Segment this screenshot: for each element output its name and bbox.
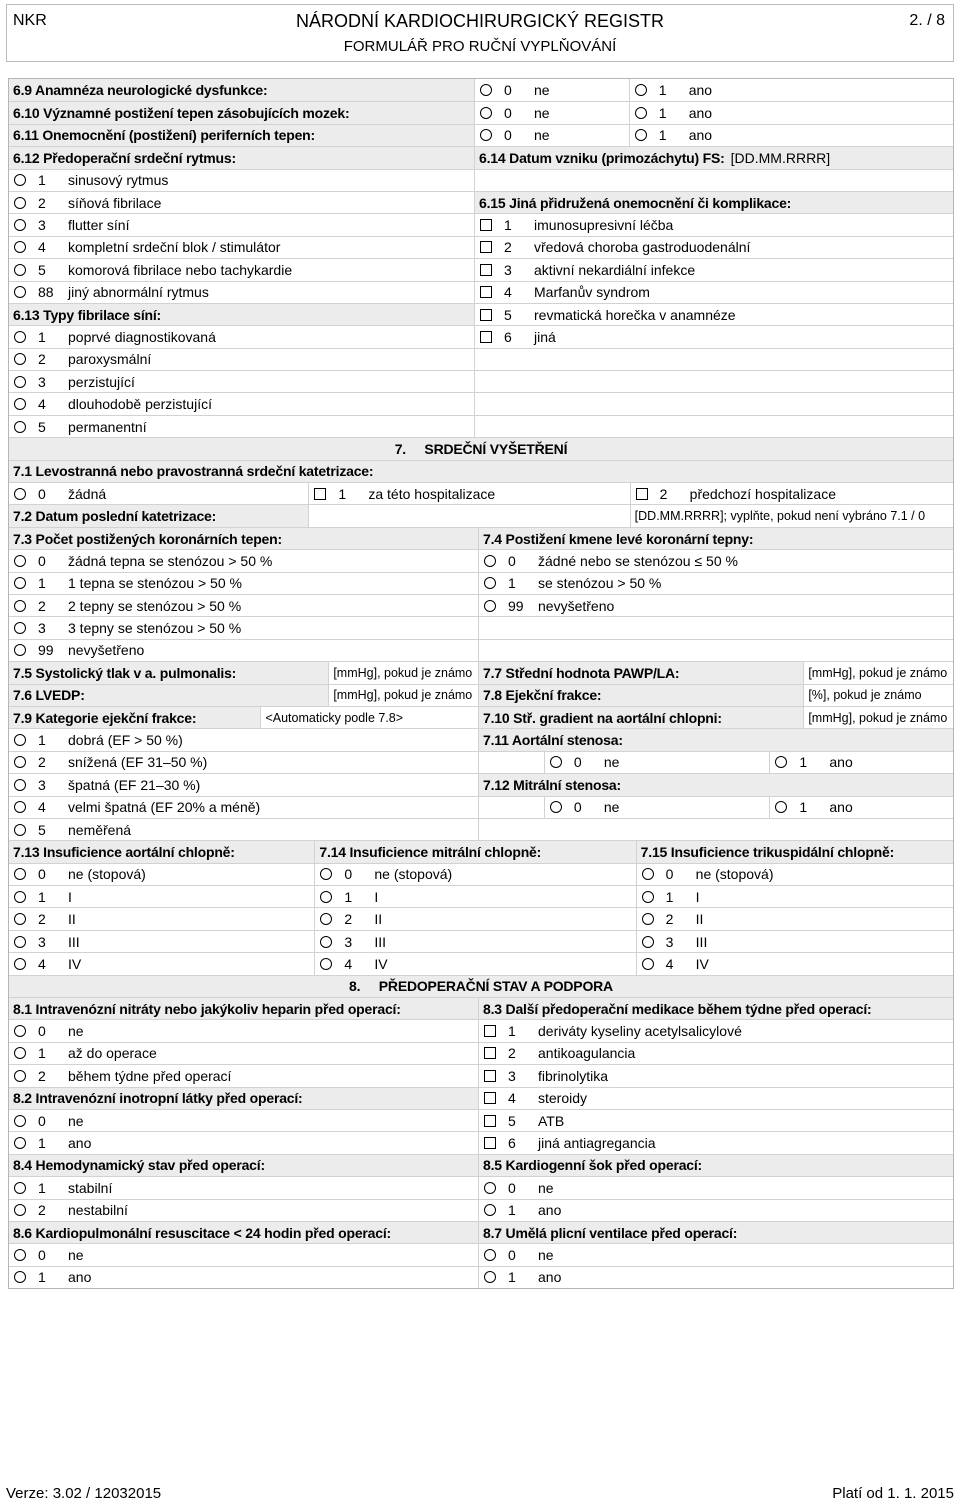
- option-7-9-2[interactable]: 2 snížená (EF 31–50 %): [9, 752, 478, 773]
- label-7-9: 7.9 Kategorie ejekční frakce:: [9, 707, 260, 728]
- label-7-8: 7.8 Ejekční frakce:: [478, 685, 803, 706]
- radio-icon[interactable]: [14, 577, 26, 589]
- option-7-11-1[interactable]: 1 ano: [769, 752, 953, 773]
- option-6-15-3[interactable]: 3 aktivní nekardiální infekce: [474, 259, 953, 280]
- empty-cell: [474, 393, 953, 414]
- label-6-12: 6.12 Předoperační srdeční rytmus:: [9, 147, 474, 168]
- radio-icon[interactable]: [320, 891, 332, 903]
- option-6-12-3[interactable]: 3 flutter síní: [9, 214, 474, 235]
- option-6-15-5[interactable]: 5 revmatická horečka v anamnéze: [474, 304, 953, 325]
- radio-icon[interactable]: [635, 84, 647, 96]
- option-6-9-1[interactable]: 1 ano: [629, 79, 953, 101]
- label-8-2: 8.2 Intravenózní inotropní látky před operací:: [9, 1088, 478, 1109]
- option-7-13-2[interactable]: 2 II: [9, 908, 314, 929]
- hint-7-2: [DD.MM.RRRR]; vyplňte, pokud není vybráno 7.1 / 0: [630, 505, 953, 526]
- radio-icon[interactable]: [14, 353, 26, 365]
- radio-icon[interactable]: [14, 241, 26, 253]
- label-6-15: 6.15 Jiná přidružená onemocnění či komplikace:: [474, 192, 953, 213]
- option-7-15-3[interactable]: 3 III: [636, 931, 953, 952]
- footer-version: Verze: 3.02 / 12032015: [6, 1485, 162, 1502]
- section-7-title: 7. SRDEČNÍ VYŠETŘENÍ: [9, 438, 953, 459]
- radio-icon[interactable]: [320, 913, 332, 925]
- radio-icon[interactable]: [14, 1137, 26, 1149]
- footer-valid-from: Platí od 1. 1. 2015: [832, 1485, 954, 1502]
- option-8-6-0[interactable]: 0 ne: [9, 1244, 478, 1265]
- option-8-7-1[interactable]: 1 ano: [478, 1267, 953, 1288]
- checkbox-icon[interactable]: [484, 1115, 496, 1127]
- option-8-2-1[interactable]: 1 ano: [9, 1132, 478, 1153]
- option-8-5-1[interactable]: 1 ano: [478, 1200, 953, 1221]
- checkbox-icon[interactable]: [480, 264, 492, 276]
- date-field-7-2[interactable]: [308, 505, 629, 526]
- registry-code: NKR: [13, 12, 47, 29]
- option-8-2-0[interactable]: 0 ne: [9, 1110, 478, 1131]
- page-subtitle: FORMULÁŘ PRO RUČNÍ VYPLŇOVÁNÍ: [343, 38, 617, 55]
- option-8-4-1[interactable]: 1 stabilní: [9, 1177, 478, 1198]
- radio-icon[interactable]: [14, 644, 26, 656]
- empty-cell: [478, 819, 953, 840]
- label-7-10: 7.10 Stř. gradient na aortální chlopni:: [478, 707, 803, 728]
- radio-icon[interactable]: [14, 174, 26, 186]
- radio-icon[interactable]: [14, 1271, 26, 1283]
- radio-icon[interactable]: [14, 824, 26, 836]
- checkbox-icon[interactable]: [480, 331, 492, 343]
- option-8-3-4[interactable]: 4 steroidy: [478, 1088, 953, 1109]
- checkbox-icon[interactable]: [314, 488, 326, 500]
- label-7-12: 7.12 Mitrální stenosa:: [478, 774, 953, 795]
- option-7-1-2[interactable]: 2 předchozí hospitalizace: [630, 483, 953, 504]
- option-6-13-2[interactable]: 2 paroxysmální: [9, 349, 474, 370]
- option-6-12-5[interactable]: 5 komorová fibrilace nebo tachykardie: [9, 259, 474, 280]
- checkbox-icon[interactable]: [484, 1025, 496, 1037]
- radio-icon[interactable]: [14, 913, 26, 925]
- option-6-13-3[interactable]: 3 perzistující: [9, 371, 474, 392]
- option-8-6-1[interactable]: 1 ano: [9, 1267, 478, 1288]
- label-8-5: 8.5 Kardiogenní šok před operací:: [478, 1155, 953, 1176]
- option-7-13-1[interactable]: 1 I: [9, 886, 314, 907]
- option-8-5-0[interactable]: 0 ne: [478, 1177, 953, 1198]
- option-7-3-3[interactable]: 3 3 tepny se stenózou > 50 %: [9, 617, 478, 638]
- option-7-15-0[interactable]: 0 ne (stopová): [636, 864, 953, 885]
- radio-icon[interactable]: [14, 555, 26, 567]
- radio-icon[interactable]: [14, 286, 26, 298]
- section-8-title: 8. PŘEDOPERAČNÍ STAV A PODPORA: [9, 976, 953, 997]
- radio-icon[interactable]: [14, 1047, 26, 1059]
- radio-icon[interactable]: [14, 958, 26, 970]
- option-8-1-1[interactable]: 1 až do operace: [9, 1043, 478, 1064]
- option-8-3-6[interactable]: 6 jiná antiagregancia: [478, 1132, 953, 1153]
- option-6-10-0[interactable]: 0 ne: [474, 102, 629, 123]
- label-7-3: 7.3 Počet postižených koronárních tepen:: [9, 528, 478, 549]
- page-number: 2. / 8: [909, 12, 945, 29]
- radio-icon[interactable]: [14, 936, 26, 948]
- radio-icon[interactable]: [480, 107, 492, 119]
- label-8-3: 8.3 Další předoperační medikace během týdne před operací:: [478, 998, 953, 1019]
- radio-icon[interactable]: [642, 891, 654, 903]
- label-7-14: 7.14 Insuficience mitrální chlopně:: [314, 841, 635, 862]
- radio-icon[interactable]: [642, 936, 654, 948]
- label-6-13: 6.13 Typy fibrilace síní:: [9, 304, 474, 325]
- option-6-15-6[interactable]: 6 jiná: [474, 326, 953, 347]
- radio-icon[interactable]: [775, 756, 787, 768]
- option-7-3-99[interactable]: 99 nevyšetřeno: [9, 640, 478, 661]
- option-7-15-2[interactable]: 2 II: [636, 908, 953, 929]
- radio-icon[interactable]: [484, 600, 496, 612]
- option-6-12-4[interactable]: 4 kompletní srdeční blok / stimulátor: [9, 237, 474, 258]
- label-7-5: 7.5 Systolický tlak v a. pulmonalis:: [9, 662, 328, 683]
- checkbox-icon[interactable]: [480, 241, 492, 253]
- field-7-10[interactable]: [mmHg], pokud je známo: [803, 707, 953, 728]
- option-6-13-5[interactable]: 5 permanentní: [9, 416, 474, 437]
- option-6-15-1[interactable]: 1 imunosupresivní léčba: [474, 214, 953, 235]
- radio-icon[interactable]: [14, 1204, 26, 1216]
- option-7-3-1[interactable]: 1 1 tepna se stenózou > 50 %: [9, 573, 478, 594]
- checkbox-icon[interactable]: [480, 309, 492, 321]
- label-7-15: 7.15 Insuficience trikuspidální chlopně:: [636, 841, 953, 862]
- radio-icon[interactable]: [14, 264, 26, 276]
- radio-icon[interactable]: [484, 555, 496, 567]
- option-8-3-1[interactable]: 1 deriváty kyseliny acetylsalicylové: [478, 1020, 953, 1041]
- label-6-9: 6.9 Anamnéza neurologické dysfunkce:: [9, 79, 474, 101]
- label-8-4: 8.4 Hemodynamický stav před operací:: [9, 1155, 478, 1176]
- option-7-14-1[interactable]: 1 I: [314, 886, 635, 907]
- radio-icon[interactable]: [14, 1182, 26, 1194]
- label-7-13: 7.13 Insuficience aortální chlopně:: [9, 841, 314, 862]
- radio-icon[interactable]: [642, 958, 654, 970]
- radio-icon[interactable]: [484, 1249, 496, 1261]
- radio-icon[interactable]: [14, 779, 26, 791]
- label-7-2: 7.2 Datum poslední katetrizace:: [9, 505, 308, 526]
- option-7-13-4[interactable]: 4 IV: [9, 953, 314, 974]
- empty-cell: [478, 640, 953, 661]
- empty-cell: [474, 416, 953, 437]
- label-8-6: 8.6 Kardiopulmonální resuscitace < 24 hodin před operací:: [9, 1222, 478, 1243]
- radio-icon[interactable]: [14, 197, 26, 209]
- empty-cell: [478, 752, 544, 773]
- option-7-4-1[interactable]: 1 se stenózou > 50 %: [478, 573, 953, 594]
- registry-form: [8, 78, 954, 1289]
- checkbox-icon[interactable]: [484, 1070, 496, 1082]
- radio-icon[interactable]: [484, 1182, 496, 1194]
- option-7-12-0[interactable]: 0 ne: [544, 797, 770, 818]
- option-6-11-0[interactable]: 0 ne: [474, 125, 629, 146]
- radio-icon[interactable]: [480, 84, 492, 96]
- radio-icon[interactable]: [14, 376, 26, 388]
- label-7-6: 7.6 LVEDP:: [9, 685, 328, 706]
- option-8-1-0[interactable]: 0 ne: [9, 1020, 478, 1041]
- option-6-11-1[interactable]: 1 ano: [629, 125, 953, 146]
- option-7-9-3[interactable]: 3 špatná (EF 21–30 %): [9, 774, 478, 795]
- label-8-7: 8.7 Umělá plicní ventilace před operací:: [478, 1222, 953, 1243]
- option-8-3-3[interactable]: 3 fibrinolytika: [478, 1065, 953, 1086]
- option-6-10-1[interactable]: 1 ano: [629, 102, 953, 123]
- radio-icon[interactable]: [484, 1271, 496, 1283]
- radio-icon[interactable]: [14, 219, 26, 231]
- option-7-1-0[interactable]: 0 žádná: [9, 483, 308, 504]
- page-header: [6, 4, 954, 62]
- label-6-11: 6.11 Onemocnění (postižení) periferních tepen:: [9, 125, 474, 146]
- option-7-14-3[interactable]: 3 III: [314, 931, 635, 952]
- option-6-9-0[interactable]: 0 ne: [474, 79, 629, 101]
- field-7-8[interactable]: [%], pokud je známo: [803, 685, 953, 706]
- radio-icon[interactable]: [14, 1115, 26, 1127]
- radio-icon[interactable]: [14, 1249, 26, 1261]
- option-8-7-0[interactable]: 0 ne: [478, 1244, 953, 1265]
- checkbox-icon[interactable]: [480, 219, 492, 231]
- field-7-5[interactable]: [mmHg], pokud je známo: [328, 662, 478, 683]
- radio-icon[interactable]: [14, 868, 26, 880]
- label-7-11: 7.11 Aortální stenosa:: [478, 729, 953, 750]
- option-7-13-0[interactable]: 0 ne (stopová): [9, 864, 314, 885]
- option-7-11-0[interactable]: 0 ne: [544, 752, 770, 773]
- checkbox-icon[interactable]: [480, 286, 492, 298]
- option-7-14-4[interactable]: 4 IV: [314, 953, 635, 974]
- radio-icon[interactable]: [14, 801, 26, 813]
- empty-cell: [474, 371, 953, 392]
- label-6-14: 6.14 Datum vzniku (primozáchytu) FS: [DD.MM.RRRR]: [474, 147, 953, 168]
- radio-icon[interactable]: [635, 129, 647, 141]
- empty-cell: [474, 349, 953, 370]
- radio-icon[interactable]: [14, 398, 26, 410]
- checkbox-icon[interactable]: [484, 1047, 496, 1059]
- checkbox-icon[interactable]: [636, 488, 648, 500]
- option-6-12-2[interactable]: 2 síňová fibrilace: [9, 192, 474, 213]
- option-7-3-2[interactable]: 2 2 tepny se stenózou > 50 %: [9, 595, 478, 616]
- radio-icon[interactable]: [320, 868, 332, 880]
- radio-icon[interactable]: [642, 868, 654, 880]
- label-7-4: 7.4 Postižení kmene levé koronární tepny:: [478, 528, 953, 549]
- empty-cell: [474, 170, 953, 191]
- option-7-15-4[interactable]: 4 IV: [636, 953, 953, 974]
- option-7-14-2[interactable]: 2 II: [314, 908, 635, 929]
- option-7-1-1[interactable]: 1 za této hospitalizace: [308, 483, 629, 504]
- option-7-14-0[interactable]: 0 ne (stopová): [314, 864, 635, 885]
- field-7-6[interactable]: [mmHg], pokud je známo: [328, 685, 478, 706]
- checkbox-icon[interactable]: [484, 1092, 496, 1104]
- option-7-4-99[interactable]: 99 nevyšetřeno: [478, 595, 953, 616]
- option-6-15-2[interactable]: 2 vředová choroba gastroduodenální: [474, 237, 953, 258]
- radio-icon[interactable]: [484, 1204, 496, 1216]
- option-7-13-3[interactable]: 3 III: [9, 931, 314, 952]
- option-7-9-1[interactable]: 1 dobrá (EF > 50 %): [9, 729, 478, 750]
- option-8-1-2[interactable]: 2 během týdne před operací: [9, 1065, 478, 1086]
- radio-icon[interactable]: [320, 958, 332, 970]
- option-7-3-0[interactable]: 0 žádná tepna se stenózou > 50 %: [9, 550, 478, 571]
- radio-icon[interactable]: [775, 801, 787, 813]
- radio-icon[interactable]: [14, 756, 26, 768]
- option-6-12-1[interactable]: 1 sinusový rytmus: [9, 170, 474, 191]
- option-8-3-2[interactable]: 2 antikoagulancia: [478, 1043, 953, 1064]
- radio-icon[interactable]: [14, 421, 26, 433]
- option-6-12-88[interactable]: 88 jiný abnormální rytmus: [9, 282, 474, 303]
- radio-icon[interactable]: [642, 913, 654, 925]
- radio-icon[interactable]: [320, 936, 332, 948]
- auto-7-9: <Automaticky podle 7.8>: [260, 707, 478, 728]
- radio-icon[interactable]: [550, 756, 562, 768]
- radio-icon[interactable]: [550, 801, 562, 813]
- option-8-4-2[interactable]: 2 nestabilní: [9, 1200, 478, 1221]
- option-7-4-0[interactable]: 0 žádné nebo se stenózou ≤ 50 %: [478, 550, 953, 571]
- option-8-3-5[interactable]: 5 ATB: [478, 1110, 953, 1131]
- page-title: NÁRODNÍ KARDIOCHIRURGICKÝ REGISTR: [295, 11, 665, 31]
- radio-icon[interactable]: [14, 488, 26, 500]
- empty-cell: [478, 617, 953, 638]
- option-7-9-4[interactable]: 4 velmi špatná (EF 20% a méně): [9, 797, 478, 818]
- empty-cell: [478, 797, 544, 818]
- radio-icon[interactable]: [14, 891, 26, 903]
- option-6-13-1[interactable]: 1 poprvé diagnostikovaná: [9, 326, 474, 347]
- checkbox-icon[interactable]: [484, 1137, 496, 1149]
- radio-icon[interactable]: [14, 1070, 26, 1082]
- option-7-15-1[interactable]: 1 I: [636, 886, 953, 907]
- option-7-12-1[interactable]: 1 ano: [769, 797, 953, 818]
- radio-icon[interactable]: [14, 1025, 26, 1037]
- label-8-1: 8.1 Intravenózní nitráty nebo jakýkoliv heparin před operací:: [9, 998, 478, 1019]
- label-6-10: 6.10 Významné postižení tepen zásobujících mozek:: [9, 102, 474, 123]
- radio-icon[interactable]: [14, 734, 26, 746]
- label-7-1: 7.1 Levostranná nebo pravostranná srdeční katetrizace:: [9, 461, 953, 482]
- option-6-15-4[interactable]: 4 Marfanův syndrom: [474, 282, 953, 303]
- label-7-7: 7.7 Střední hodnota PAWP/LA:: [478, 662, 803, 683]
- radio-icon[interactable]: [484, 577, 496, 589]
- radio-icon[interactable]: [14, 622, 26, 634]
- option-6-13-4[interactable]: 4 dlouhodobě perzistující: [9, 393, 474, 414]
- radio-icon[interactable]: [14, 600, 26, 612]
- date-format-6-14[interactable]: [DD.MM.RRRR]: [730, 149, 831, 166]
- field-7-7[interactable]: [mmHg], pokud je známo: [803, 662, 953, 683]
- radio-icon[interactable]: [635, 107, 647, 119]
- radio-icon[interactable]: [14, 331, 26, 343]
- radio-icon[interactable]: [480, 129, 492, 141]
- option-7-9-5[interactable]: 5 neměřená: [9, 819, 478, 840]
